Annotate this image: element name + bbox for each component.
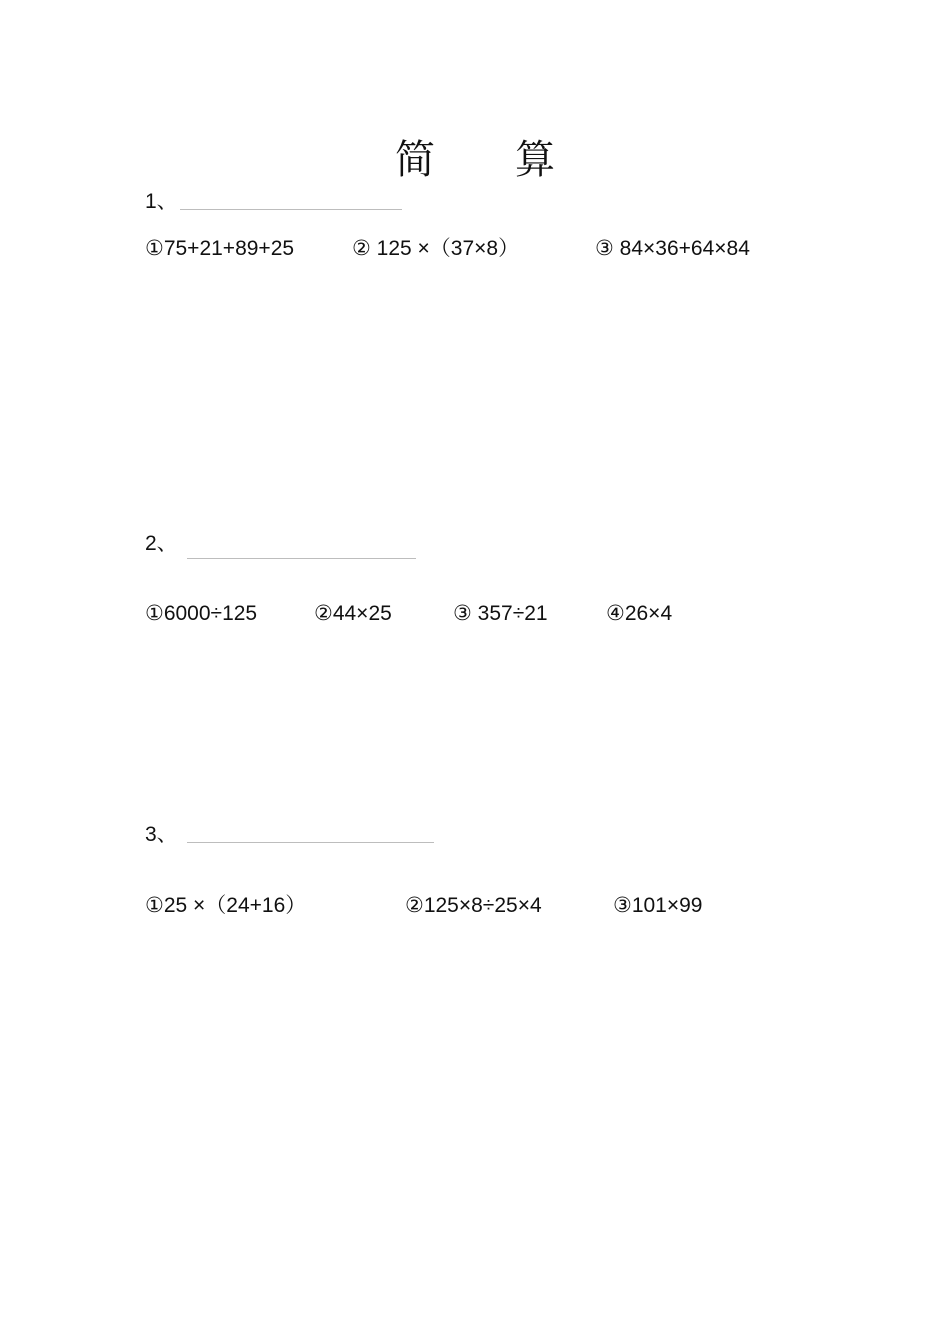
title-char-1: 简 xyxy=(395,137,435,183)
section-3-blank-line xyxy=(187,842,434,843)
section-3-problem-3: ③101×99 xyxy=(613,894,703,917)
section-2-number: 2、 xyxy=(145,532,178,555)
section-3-problem-2: ②125×8÷25×4 xyxy=(405,894,542,917)
section-1-number: 1、 xyxy=(145,190,178,213)
section-1-problem-1: ①75+21+89+25 xyxy=(145,237,295,260)
section-2-problem-3: ③ 357÷21 xyxy=(453,602,548,625)
section-1-problem-3: ③ 84×36+64×84 xyxy=(595,237,750,260)
section-3-number: 3、 xyxy=(145,823,178,846)
title-char-2: 算 xyxy=(515,137,555,183)
section-2-problem-2: ②44×25 xyxy=(314,602,392,625)
page-title xyxy=(0,128,950,185)
section-1-problem-2: ② 125 ×（37×8） xyxy=(352,237,520,260)
section-1-blank-line xyxy=(180,209,402,210)
section-3-problem-1: ①25 ×（24+16） xyxy=(145,894,307,917)
section-2-problem-4: ④26×4 xyxy=(606,602,673,625)
section-2-blank-line xyxy=(187,558,416,559)
section-2-problem-1: ①6000÷125 xyxy=(145,602,258,625)
